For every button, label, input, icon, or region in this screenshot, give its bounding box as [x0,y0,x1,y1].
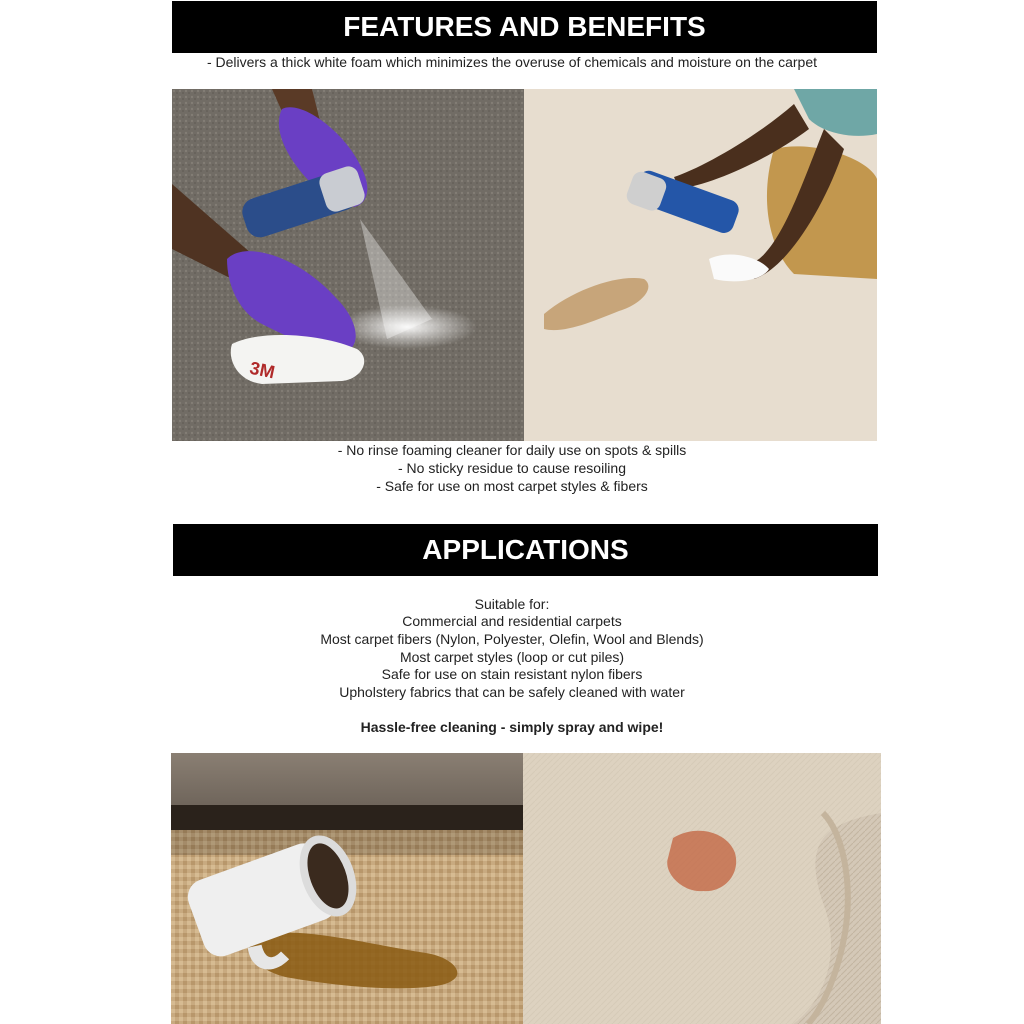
features-intro: - Delivers a thick white foam which minimizes the overuse of chemicals and moisture on the carpet [206,54,818,70]
feature-bullet-1: - No rinse foaming cleaner for daily use on spots & spills [337,442,687,458]
application-item-2: Most carpet fibers (Nylon, Polyester, Olefin, Wool and Blends) [320,631,704,647]
applications-title: APPLICATIONS [422,534,629,565]
application-item-3: Most carpet styles (loop or cut piles) [399,649,625,665]
photo-sofa-stain [523,753,881,1024]
photo-spilled-coffee-mug [171,753,523,1024]
suitable-heading: Suitable for: [474,596,550,612]
photo-cleaning-light-carpet [524,89,877,441]
feature-bullet-2: - No sticky residue to cause resoiling [398,460,626,476]
application-item-5: Upholstery fabrics that can be safely cleaned with water [339,684,685,700]
applications-tagline: Hassle-free cleaning - simply spray and wipe! [360,719,664,735]
feature-bullet-3: - Safe for use on most carpet styles & fibers [376,478,648,494]
application-item-1: Commercial and residential carpets [402,613,622,629]
features-title: FEATURES AND BENEFITS [343,11,706,42]
features-banner [172,1,877,53]
application-item-4: Safe for use on stain resistant nylon fibers [381,666,643,682]
photo-gloves-spraying-dark-carpet [172,89,524,441]
applications-banner [173,524,878,576]
cloth-logo-text: 3M [247,357,277,383]
